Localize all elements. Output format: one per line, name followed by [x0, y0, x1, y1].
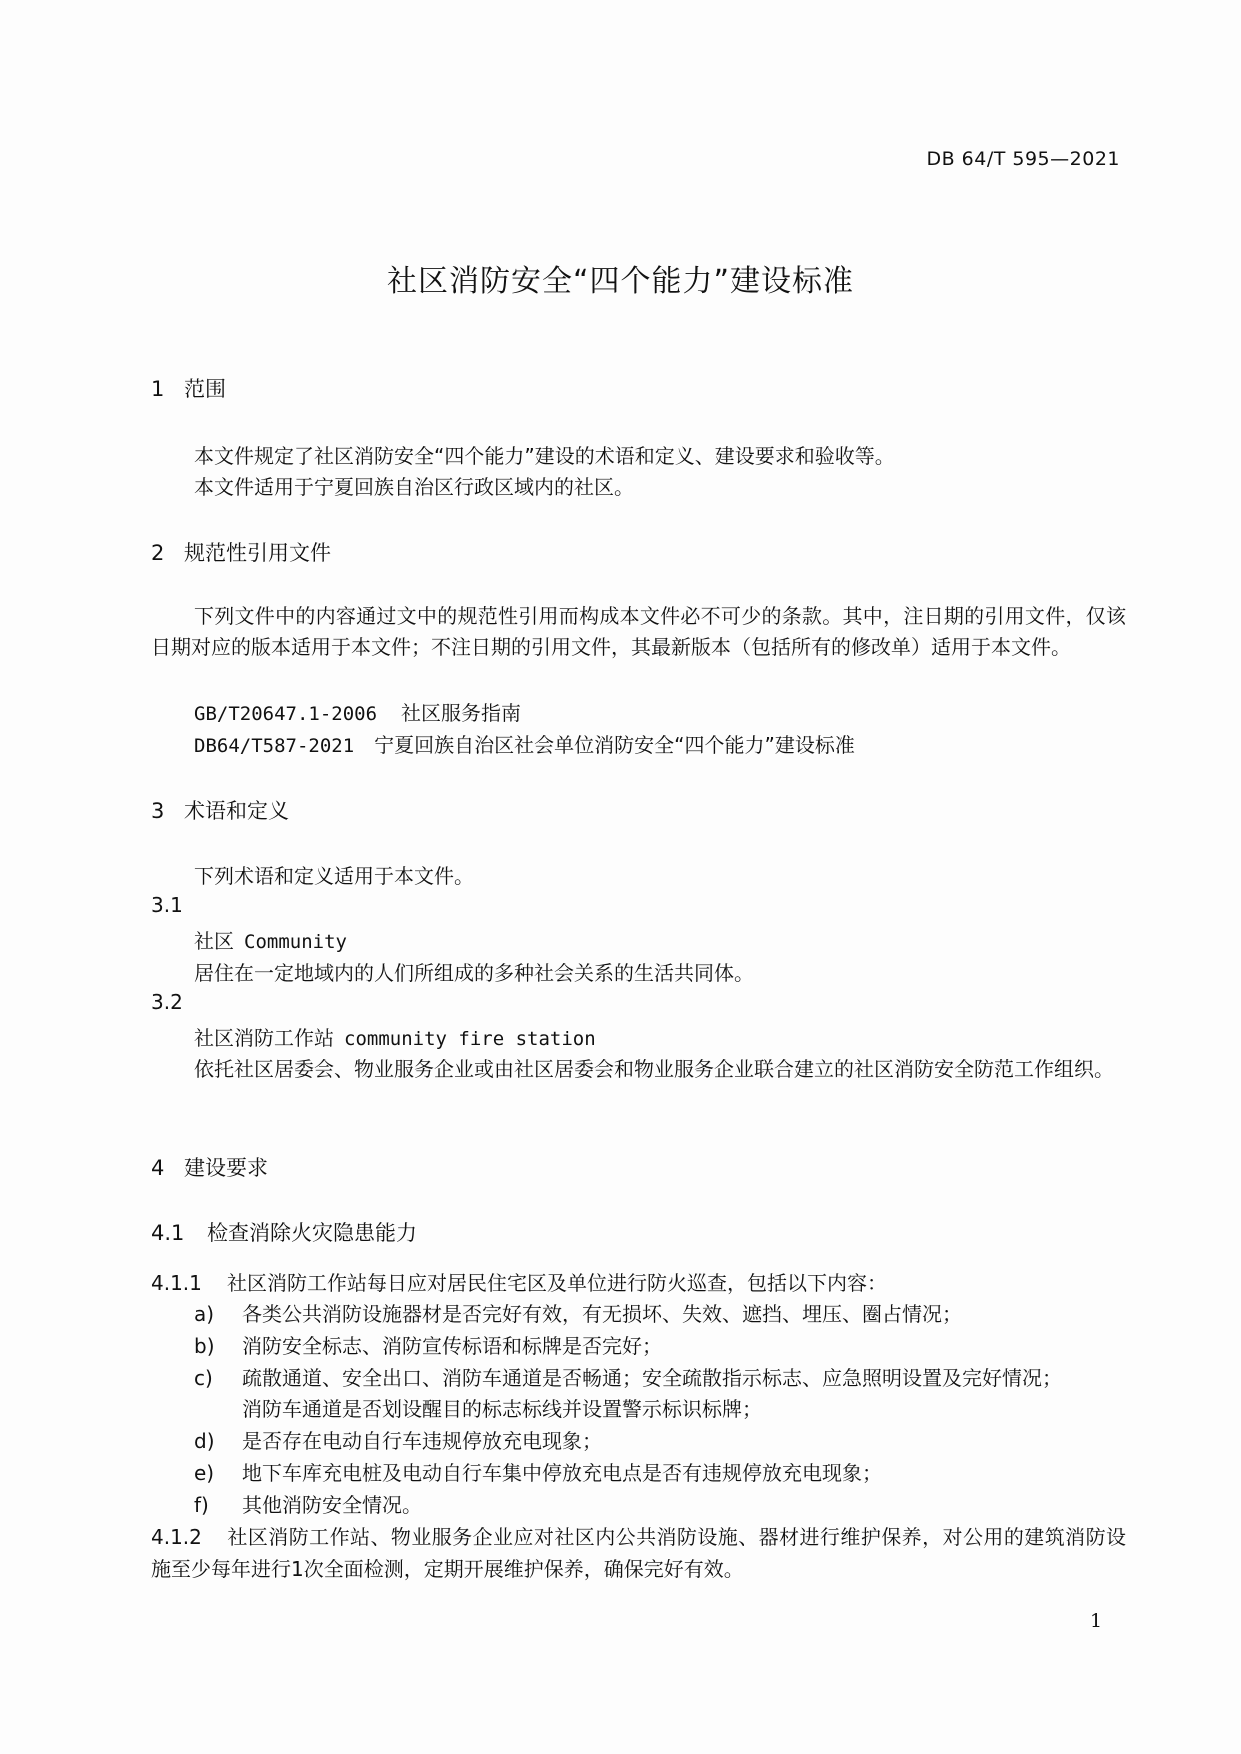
subsection-title: 检查消除火灾隐患能力 [207, 1221, 417, 1245]
term-definition: 依托社区居委会、物业服务企业或由社区居委会和物业服务企业联合建立的社区消防安全防范工作组织。 [194, 1057, 1114, 1081]
item-text: 消防安全标志、消防宣传标语和标牌是否完好； [242, 1334, 662, 1358]
item-text: 疏散通道、安全出口、消防车通道是否畅通；安全疏散指示标志、应急照明设置及完好情况； [242, 1366, 1062, 1390]
term-number: 3.1 [151, 893, 183, 917]
reference-name: 宁夏回族自治区社会单位消防安全“四个能力”建设标准 [374, 733, 855, 757]
document-title: 社区消防安全“四个能力”建设标准 [386, 264, 855, 299]
term-en: community fire station [344, 1028, 596, 1050]
item-mark: f) [194, 1493, 209, 1517]
item-text: 是否存在电动自行车违规停放充电现象； [242, 1429, 602, 1453]
reference-item [194, 697, 521, 726]
section-3-heading [151, 795, 289, 825]
section-title: 术语和定义 [184, 799, 289, 823]
clause-number: 4.1.2 [151, 1525, 202, 1549]
clause-text: 社区消防工作站、物业服务企业应对社区内公共消防设施、器材进行维护保养，对公用的建筑消防设施至少每年进行1次全面检测，定期开展维护保养，确保完好有效。 [151, 1525, 1126, 1581]
list-item [194, 1457, 882, 1486]
list-item [194, 1489, 422, 1518]
clause-4-1-2 [151, 1521, 1126, 1585]
clause-number: 4.1.1 [151, 1271, 202, 1295]
terms-intro: 下列术语和定义适用于本文件。 [194, 864, 474, 888]
term-en: Community [244, 931, 347, 953]
section-number: 2 [151, 541, 165, 565]
section-title: 范围 [184, 377, 226, 401]
item-text: 其他消防安全情况。 [242, 1493, 422, 1517]
term-title [194, 925, 347, 954]
term-number: 3.2 [151, 990, 183, 1014]
section-number: 4 [151, 1156, 165, 1180]
term-definition: 居住在一定地域内的人们所组成的多种社会关系的生活共同体。 [194, 961, 754, 985]
reference-code: GB/T20647.1-2006 [194, 703, 378, 725]
section-2-heading [151, 537, 331, 567]
section-number: 3 [151, 799, 165, 823]
item-text: 各类公共消防设施器材是否完好有效，有无损坏、失效、遮挡、埋压、圈占情况； [242, 1302, 962, 1326]
list-item [194, 1425, 602, 1454]
paragraph: 本文件规定了社区消防安全“四个能力”建设的术语和定义、建设要求和验收等。 [194, 444, 895, 468]
term-zh: 社区 [194, 929, 234, 953]
section-number: 1 [151, 377, 165, 401]
section-title: 建设要求 [184, 1156, 268, 1180]
clause-text: 社区消防工作站每日应对居民住宅区及单位进行防火巡查，包括以下内容： [227, 1271, 887, 1295]
term-zh: 社区消防工作站 [194, 1026, 334, 1050]
subsection-heading [151, 1217, 417, 1247]
reference-code: DB64/T587-2021 [194, 735, 355, 757]
item-mark: a) [194, 1302, 215, 1326]
reference-name: 社区服务指南 [401, 701, 522, 725]
document-code: DB 64/T 595—2021 [926, 148, 1120, 170]
list-item [194, 1330, 662, 1359]
item-continuation: 消防车通道是否划设醒目的标志标线并设置警示标识标牌； [242, 1397, 762, 1421]
paragraph: 本文件适用于宁夏回族自治区行政区域内的社区。 [194, 475, 634, 499]
term-title [194, 1022, 596, 1051]
item-mark: b) [194, 1334, 215, 1358]
item-mark: c) [194, 1366, 213, 1390]
clause-4-1-1 [151, 1267, 887, 1296]
list-item [194, 1298, 962, 1327]
item-mark: e) [194, 1461, 215, 1485]
section-1-heading [151, 373, 226, 403]
section-title: 规范性引用文件 [184, 541, 331, 565]
section-4-heading [151, 1152, 268, 1182]
item-mark: d) [194, 1429, 215, 1453]
page-number: 1 [1090, 1610, 1103, 1632]
item-text: 地下车库充电桩及电动自行车集中停放充电点是否有违规停放充电现象； [242, 1461, 882, 1485]
list-item [194, 1362, 1062, 1391]
reference-item [194, 729, 855, 758]
subsection-number: 4.1 [151, 1221, 185, 1245]
references-intro: 下列文件中的内容通过文中的规范性引用而构成本文件必不可少的条款。其中，注日期的引用文件，仅该日期对应的版本适用于本文件；不注日期的引用文件，其最新版本（包括所有的修改单）适用于本文件。 [151, 604, 1126, 659]
